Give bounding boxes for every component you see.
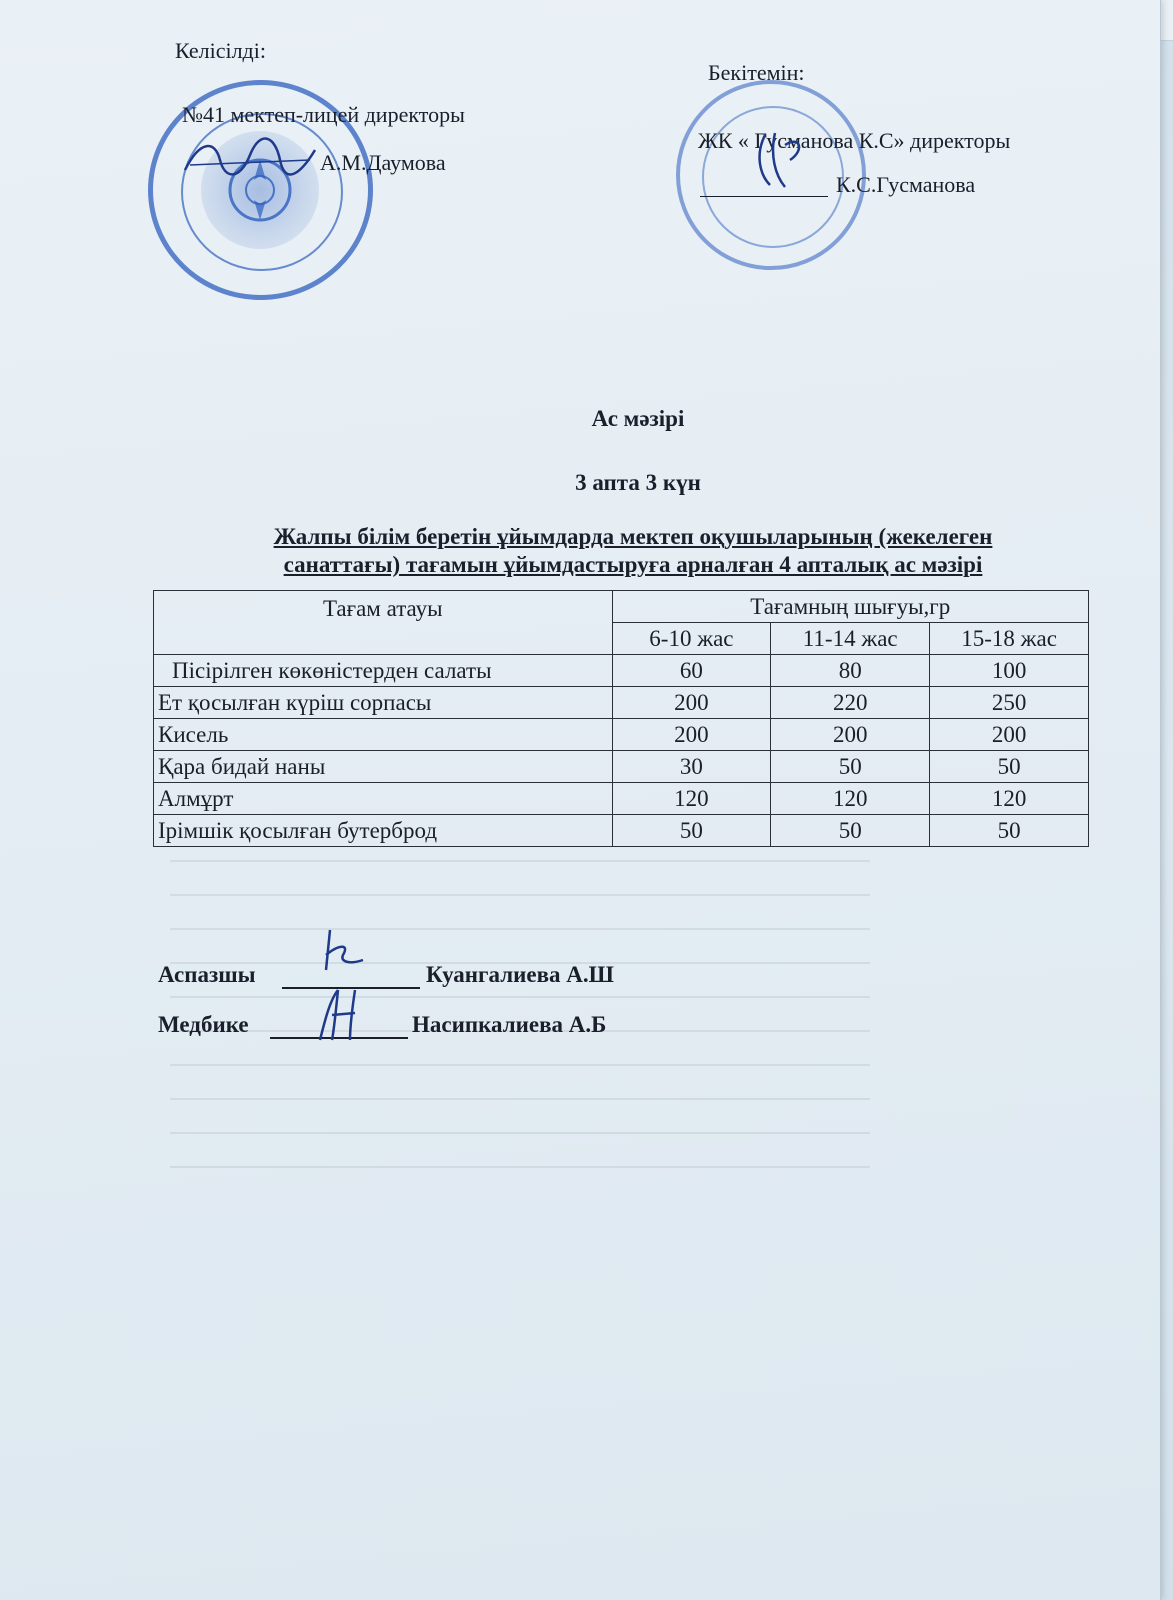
dish-name: Кисель: [154, 719, 613, 751]
director-signature-right: [745, 125, 815, 195]
table-row: [154, 687, 1089, 719]
table-row: [154, 655, 1089, 687]
dish-name: Ірімшік қосылған бутерброд: [154, 815, 613, 847]
cook-name: Куангалиева А.Ш: [426, 962, 614, 987]
dish-amount: 220: [771, 687, 930, 719]
cook-label: Аспазшы: [158, 962, 256, 987]
table-row: [154, 815, 1089, 847]
age-group-header: 15-18 жас: [930, 623, 1089, 655]
agreed-label: Келісілді:: [175, 38, 266, 63]
age-group-header: 11-14 жас: [771, 623, 930, 655]
table-row: [154, 751, 1089, 783]
nurse-label: Медбике: [158, 1012, 249, 1037]
age-group-header: 6-10 жас: [612, 623, 771, 655]
dish-amount: 200: [930, 719, 1089, 751]
dish-amount: 60: [612, 655, 771, 687]
dish-amount: 50: [930, 751, 1089, 783]
page-title: Ас мәзірі: [591, 406, 685, 431]
dish-name: Пісірілген көкөністерден салаты: [154, 655, 613, 687]
dish-amount: 120: [930, 783, 1089, 815]
bleed-through-shadow: [170, 860, 870, 1180]
page-subtitle: 3 апта 3 күн: [575, 470, 701, 495]
yield-header: Тағамның шығуы,гр: [612, 591, 1089, 623]
right-signatory: К.С.Гусманова: [836, 172, 976, 197]
nurse-name: Насипкалиева А.Б: [412, 1012, 607, 1037]
dish-name: Қара бидай наны: [154, 751, 613, 783]
dish-amount: 50: [930, 815, 1089, 847]
menu-table: [153, 590, 1089, 847]
dish-amount: 120: [771, 783, 930, 815]
right-signature-line: [700, 196, 828, 197]
dish-amount: 50: [771, 815, 930, 847]
dish-amount: 120: [612, 783, 771, 815]
dish-amount: 50: [771, 751, 930, 783]
heading-line-1: Жалпы білім беретін ұйымдарда мектеп оқушыларының (жекелеген: [273, 524, 993, 549]
approved-label: Бекітемін:: [708, 60, 805, 85]
dish-amount: 30: [612, 751, 771, 783]
table-row: [154, 783, 1089, 815]
table-row: [154, 719, 1089, 751]
dish-amount: 200: [612, 687, 771, 719]
dish-amount: 80: [771, 655, 930, 687]
dish-amount: 250: [930, 687, 1089, 719]
table-header-row: [154, 591, 1089, 623]
dish-name: Ет қосылған күріш сорпасы: [154, 687, 613, 719]
heading-line-2: санаттағы) тағамын ұйымдастыруға арналған 4 апталық ас мәзірі: [283, 552, 983, 577]
dish-amount: 200: [771, 719, 930, 751]
dish-name: Алмұрт: [154, 783, 613, 815]
dish-amount: 200: [612, 719, 771, 751]
right-position: ЖК « Гусманова К.С» директоры: [698, 128, 1011, 153]
director-signature-left: [180, 130, 320, 190]
dish-amount: 50: [612, 815, 771, 847]
dish-name-header: Тағам атауы: [154, 591, 613, 655]
dish-amount: 100: [930, 655, 1089, 687]
left-signatory: А.М.Даумова: [320, 150, 446, 175]
left-position: №41 мектеп-лицей директоры: [182, 102, 465, 127]
